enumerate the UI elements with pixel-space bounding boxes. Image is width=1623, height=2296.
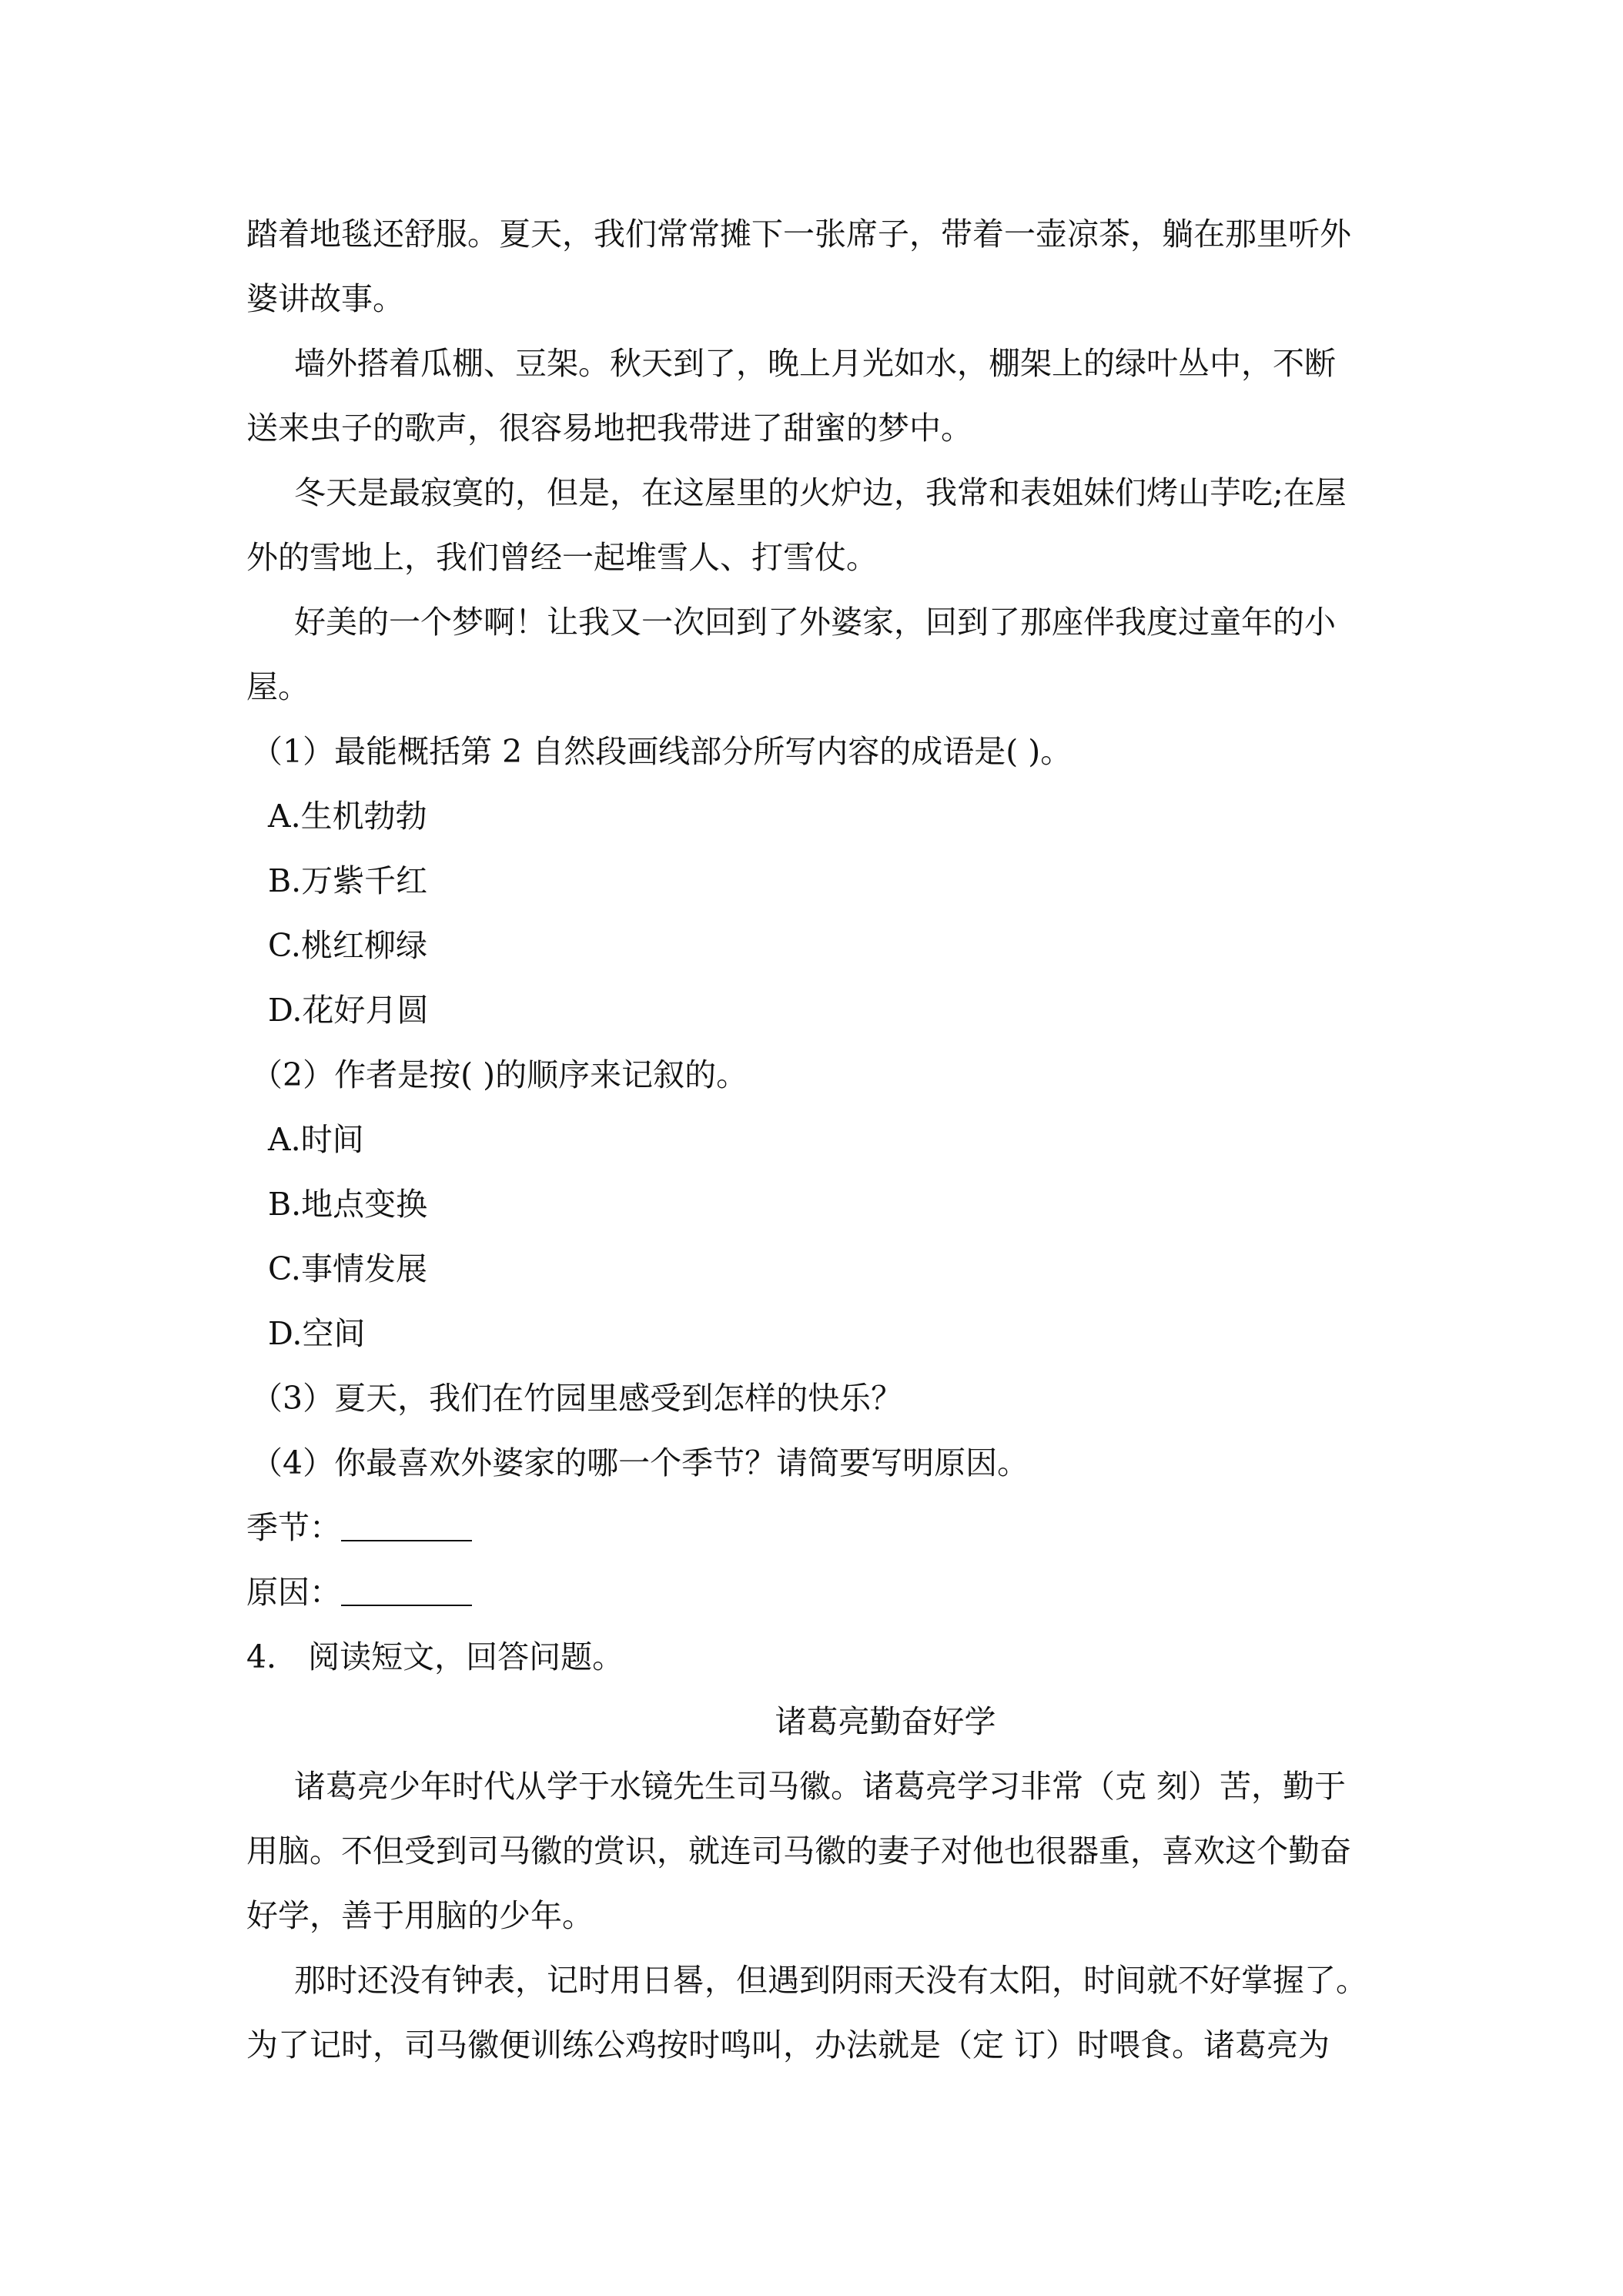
passage-line: 外的雪地上，我们曾经一起堆雪人、打雪仗。	[246, 539, 878, 576]
question-1: （1）最能概括第 2 自然段画线部分所写内容的成语是( )。	[251, 733, 1073, 770]
q1-option-b: B.万紫千红	[268, 862, 428, 899]
passage-line: 冬天是最寂寞的，但是，在这屋里的火炉边，我常和表姐妹们烤山芋吃;在屋	[294, 474, 1347, 511]
reason-label: 原因：	[246, 1574, 341, 1611]
reason-answer-row	[246, 1560, 1394, 1625]
season-blank[interactable]	[341, 1504, 472, 1541]
passage-line: 好美的一个梦啊！让我又一次回到了外婆家，回到了那座伴我度过童年的小	[294, 604, 1336, 641]
q2-option-a: A.时间	[268, 1121, 364, 1158]
document-page	[246, 202, 1394, 2077]
season-answer-row	[246, 1495, 1394, 1560]
passage-line: 诸葛亮少年时代从学于水镜先生司马徽。诸葛亮学习非常（克 刻）苦，勤于	[294, 1768, 1347, 1805]
passage-title: 诸葛亮勤奋好学	[775, 1703, 996, 1740]
passage-line: 屋。	[246, 668, 310, 705]
season-label: 季节：	[246, 1509, 341, 1546]
passage-line: 好学，善于用脑的少年。	[246, 1897, 594, 1934]
reason-blank[interactable]	[341, 1569, 472, 1606]
q2-option-d: D.空间	[268, 1315, 366, 1352]
q1-option-c: C.桃红柳绿	[268, 927, 427, 964]
passage-line: 为了记时，司马徽便训练公鸡按时鸣叫，办法就是（定 订）时喂食。诸葛亮为	[246, 2027, 1330, 2063]
section-4-heading: 4． 阅读短文，回答问题。	[246, 1638, 624, 1675]
q1-option-d: D.花好月圆	[268, 992, 429, 1029]
passage-line: 送来虫子的歌声，很容易地把我带进了甜蜜的梦中。	[246, 410, 972, 447]
q2-option-c: C.事情发展	[268, 1250, 427, 1287]
q2-option-b: B.地点变换	[268, 1186, 428, 1223]
question-3: （3）夏天，我们在竹园里感受到怎样的快乐？	[251, 1380, 903, 1417]
passage-line: 那时还没有钟表，记时用日晷，但遇到阴雨天没有太阳，时间就不好掌握了。	[294, 1962, 1367, 1999]
q1-option-a: A.生机勃勃	[268, 798, 427, 835]
passage-line: 踏着地毯还舒服。夏天，我们常常摊下一张席子，带着一壶凉茶，躺在那里听外	[246, 216, 1351, 253]
passage-line: 用脑。不但受到司马徽的赏识，就连司马徽的妻子对他也很器重，喜欢这个勤奋	[246, 1832, 1351, 1869]
passage-line: 婆讲故事。	[246, 280, 404, 317]
passage-line: 墙外搭着瓜棚、豆架。秋天到了，晚上月光如水，棚架上的绿叶丛中，不断	[294, 345, 1336, 382]
question-2: （2）作者是按( )的顺序来记叙的。	[251, 1056, 748, 1093]
question-4: （4）你最喜欢外婆家的哪一个季节？请简要写明原因。	[251, 1444, 1029, 1481]
